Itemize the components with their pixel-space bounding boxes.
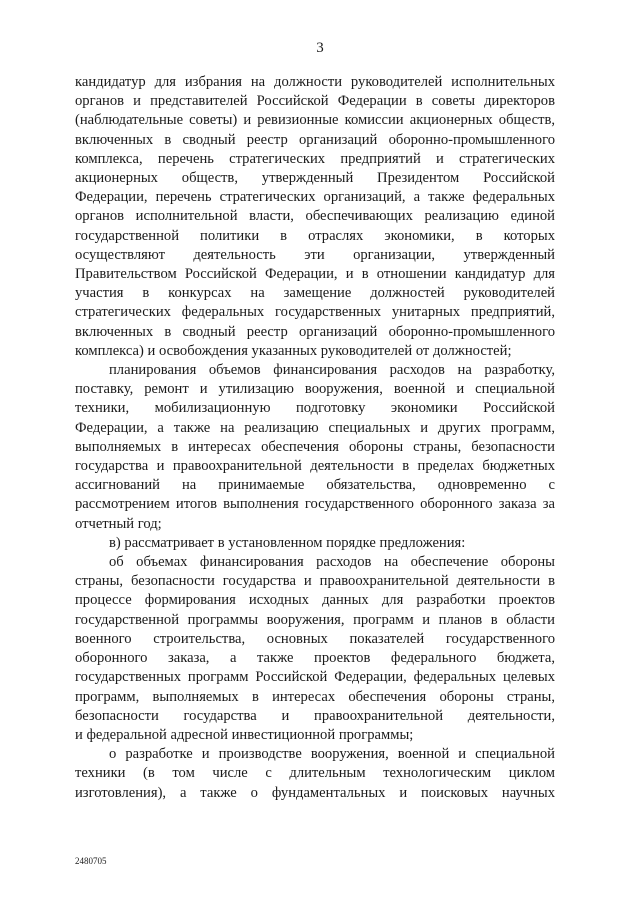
text-line: изготовления), а также о фундаментальных и поисковых научных (75, 784, 555, 801)
text-line: ассигнований на принимаемые обязательства, одновременно с (75, 477, 555, 494)
document-body (75, 73, 555, 803)
text-line: комплекса) и освобождения указанных руководителей от должностей; (75, 342, 512, 359)
text-line: кандидатур для избрания на должности руководителей исполнительных (75, 74, 555, 90)
text-line: страны, безопасности государства и правоохранительной деятельности в (75, 573, 555, 590)
text-line: оборонного заказа, а также проектов федерального бюджета, (75, 650, 555, 667)
text-line: государственной программы вооружения, программ и планов в области (75, 611, 555, 628)
text-line: рассмотрением итогов выполнения государственного оборонного заказа за (75, 496, 555, 513)
text-line: комплекса, перечень стратегических предприятий и стратегических (75, 150, 555, 167)
text-line: безопасности государства и правоохранительной деятельности, (75, 707, 555, 724)
text-line: поставку, ремонт и утилизацию вооружения, военной и специальной (75, 381, 555, 398)
text-line: (наблюдательные советы) и ревизионные комиссии акционерных обществ, (75, 112, 555, 129)
page-number: 3 (316, 40, 324, 56)
text-line: техники (в том числе с длительным технологическим циклом (75, 765, 555, 782)
text-line: государственных программ Российской Федерации, федеральных целевых (75, 669, 555, 686)
text-line: Федерации, а также на реализацию специальных и других программ, (75, 419, 555, 436)
text-line: планирования объемов финансирования расходов на разработку, (109, 362, 555, 379)
text-line: программ, выполняемых в интересах обеспечения обороны страны, (75, 688, 555, 705)
text-line: выполняемых в интересах обеспечения обороны страны, безопасности (75, 438, 555, 455)
text-line: органов и представителей Российской Федерации в советы директоров (75, 93, 555, 110)
text-line: Правительством Российской Федерации, и в отношении кандидатур для (75, 266, 555, 283)
text-line: и федеральной адресной инвестиционной программы; (75, 726, 414, 743)
text-line: военного строительства, основных показателей государственного (75, 630, 555, 647)
text-line: Федерации, перечень стратегических организаций, а также федеральных (75, 189, 555, 206)
text-line: осуществляют деятельность эти организации, утвержденный (75, 246, 555, 263)
document-code: 2480705 (75, 856, 107, 866)
text-line: об объемах финансирования расходов на обеспечение обороны (109, 554, 555, 571)
text-line: включенных в сводный реестр организаций оборонно-промышленного (75, 323, 555, 340)
text-line: государства и правоохранительной деятельности в пределах бюджетных (75, 458, 555, 475)
text-line: государственной политики в отраслях экономики, в которых (75, 227, 555, 244)
text-line: участия в конкурсах на замещение должностей руководителей (75, 285, 555, 302)
text-line: процессе формирования исходных данных для разработки проектов (75, 592, 555, 609)
text-line: о разработке и производстве вооружения, военной и специальной (109, 746, 555, 763)
text-line: включенных в сводный реестр организаций оборонно-промышленного (75, 131, 555, 148)
text-line: органов исполнительной власти, обеспечивающих реализацию единой (75, 208, 555, 225)
text-line: акционерных обществ, утвержденный Президентом Российской (75, 170, 555, 187)
text-line: отчетный год; (75, 515, 162, 532)
text-line: стратегических федеральных государственных унитарных предприятий, (75, 304, 555, 321)
text-line: техники, мобилизационную подготовку экономики Российской (75, 400, 555, 417)
text-line: в) рассматривает в установленном порядке предложения: (109, 534, 466, 551)
